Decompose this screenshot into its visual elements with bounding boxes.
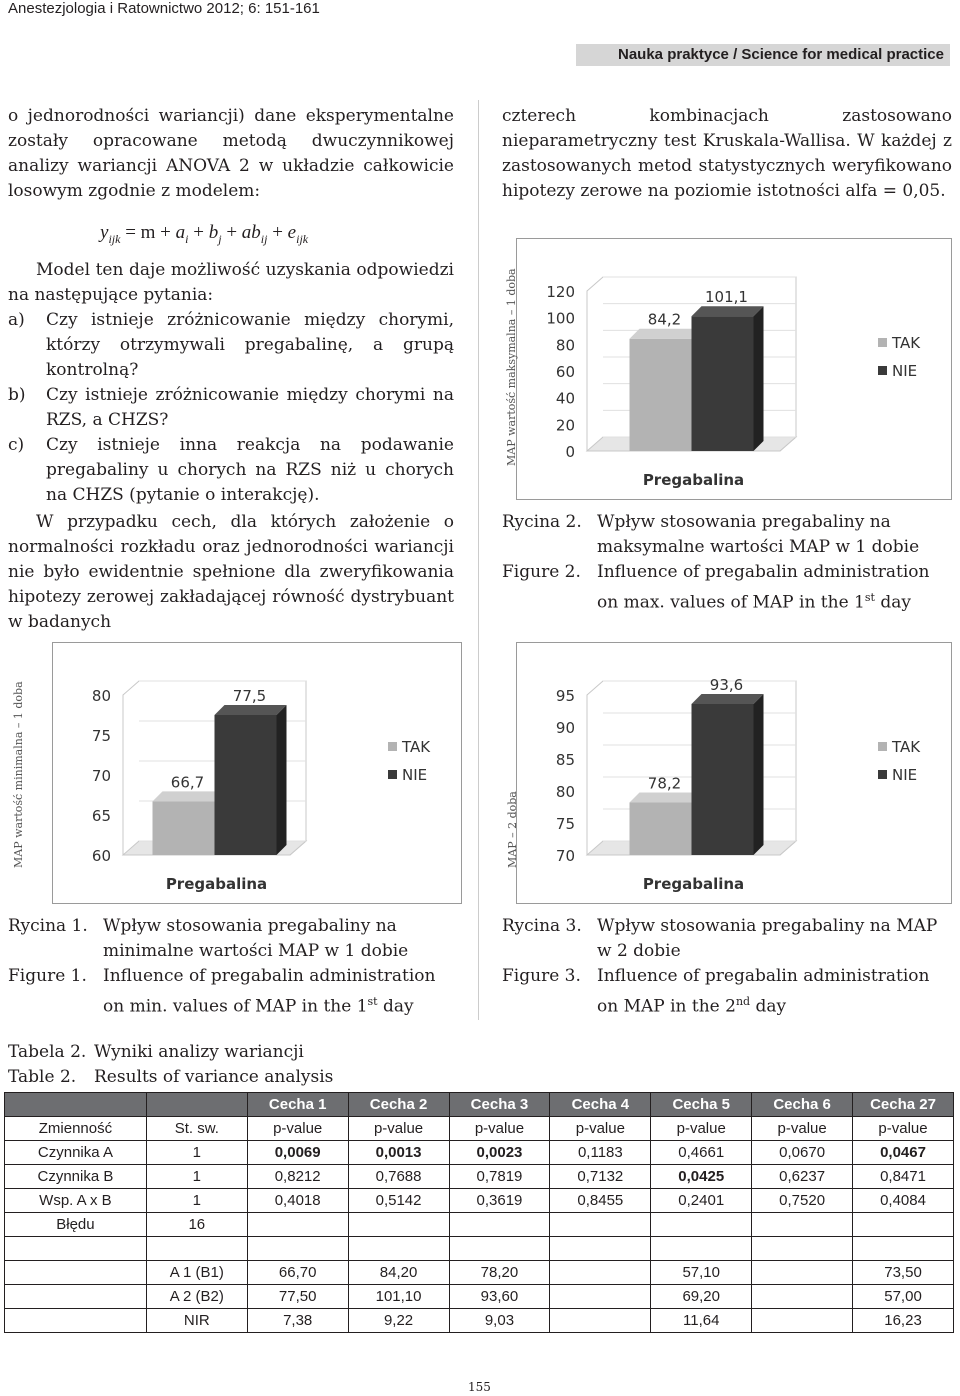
eq-b: b <box>208 222 219 243</box>
column-divider <box>478 100 479 1020</box>
eq-y: y <box>100 222 109 243</box>
y-tick-label: 40 <box>555 389 575 408</box>
table-cell: 0,4018 <box>247 1189 348 1213</box>
table-cell: 0,0670 <box>752 1141 853 1165</box>
chart-svg <box>53 643 460 902</box>
y-tick-label: 80 <box>555 336 575 355</box>
table-cell: Czynnika A <box>5 1141 147 1165</box>
y-tick-label: 80 <box>555 783 575 801</box>
question-text: Czy istnieje inna reakcja na podawanie pregabaliny u chorych na RZS niż u chorych na CHZS (pytanie o interakcję). <box>46 435 454 505</box>
table-cell <box>5 1261 147 1285</box>
caption-sup: st <box>367 995 378 1008</box>
caption-label: Tabela 2. <box>8 1042 87 1062</box>
caption-label: Figure 1. <box>8 966 87 986</box>
legend-swatch <box>388 770 397 779</box>
question-item <box>8 433 454 508</box>
table-cell: Cecha 2 <box>348 1093 449 1117</box>
legend-swatch <box>388 742 397 751</box>
chart-figure-2 <box>516 238 952 500</box>
table-cell: Wsp. A x B <box>5 1189 147 1213</box>
caption-end: day <box>874 592 911 613</box>
table-cell: 0,7520 <box>752 1189 853 1213</box>
table-cell: 9,22 <box>348 1309 449 1333</box>
eq-a: a <box>175 222 186 243</box>
table-cell <box>752 1237 853 1261</box>
table-cell: 16,23 <box>853 1309 954 1333</box>
chart-figure-3 <box>516 642 952 904</box>
bar <box>692 704 754 855</box>
table-cell: Cecha 4 <box>550 1093 651 1117</box>
bar <box>153 801 215 855</box>
question-mark: c) <box>8 435 25 455</box>
y-tick-label: 70 <box>91 767 111 785</box>
legend-label: NIE <box>892 362 918 380</box>
caption-text: Wpływ stosowania pregabaliny na maksymalne wartości MAP w 1 dobie <box>597 512 920 557</box>
table-cell: Cecha 5 <box>651 1093 752 1117</box>
y-tick-label: 0 <box>565 443 575 461</box>
table-cell <box>247 1213 348 1237</box>
paragraph-text: o jednorodności wariancji) dane eksperymentalne zostały opracowane metodą dwuczynnikowej analizy wariancji ANOVA 2 w układzie całkowicie losowym zgodnie z modelem: <box>8 106 454 201</box>
y-tick-label: 85 <box>555 751 575 769</box>
question-mark: b) <box>8 385 26 405</box>
table-cell: 0,4084 <box>853 1189 954 1213</box>
question-item <box>8 383 454 433</box>
bar-top <box>153 791 225 801</box>
y-tick-label: 65 <box>91 807 111 825</box>
caption-figure-3 <box>502 914 952 1020</box>
table-cell: 0,4661 <box>651 1141 752 1165</box>
table-cell <box>550 1237 651 1261</box>
table-cell: 0,7819 <box>449 1165 550 1189</box>
legend-label: NIE <box>892 766 918 784</box>
table-cell: 57,00 <box>853 1285 954 1309</box>
table-cell <box>853 1237 954 1261</box>
bar <box>630 339 692 451</box>
table-cell: 1 <box>146 1165 247 1189</box>
chart-svg <box>517 239 950 498</box>
x-axis-label: Pregabalina <box>165 875 268 893</box>
table-cell: 57,10 <box>651 1261 752 1285</box>
table-cell: Zmienność <box>5 1117 147 1141</box>
y-tick-label: 95 <box>555 687 575 705</box>
legend-swatch <box>878 366 887 375</box>
left-paragraph-2 <box>8 258 454 508</box>
eq-e: e <box>287 222 297 243</box>
bar <box>692 316 754 451</box>
legend-label: TAK <box>892 334 921 352</box>
bar-top <box>630 793 702 803</box>
caption-figure-1 <box>8 914 454 1020</box>
table-cell: 77,50 <box>247 1285 348 1309</box>
bar-top <box>692 694 764 704</box>
y-tick-label: 100 <box>546 309 575 328</box>
table-cell: 0,8455 <box>550 1189 651 1213</box>
data-label: 78,2 <box>647 774 682 793</box>
legend-label: TAK <box>402 738 431 756</box>
data-label: 77,5 <box>232 687 267 705</box>
caption-end: day <box>750 996 787 1017</box>
caption-label: Table 2. <box>8 1067 77 1087</box>
table-cell: 0,0069 <box>247 1141 348 1165</box>
table-cell: 73,50 <box>853 1261 954 1285</box>
table-cell <box>449 1213 550 1237</box>
table-cell <box>146 1093 247 1117</box>
table-cell <box>5 1093 147 1117</box>
eq-e-sub: ijk <box>296 231 309 246</box>
caption-sup: st <box>864 591 875 604</box>
caption-text <box>103 964 454 1020</box>
y-tick-label: 80 <box>91 687 111 705</box>
table-cell <box>752 1285 853 1309</box>
caption-text: Results of variance analysis <box>94 1067 334 1087</box>
table-cell <box>348 1237 449 1261</box>
table-cell: 7,38 <box>247 1309 348 1333</box>
left-paragraph-1 <box>8 104 454 204</box>
table-cell: 0,7132 <box>550 1165 651 1189</box>
legend-swatch <box>878 338 887 347</box>
table-row <box>5 1261 954 1285</box>
right-paragraph-1 <box>502 104 952 204</box>
question-item <box>8 308 454 383</box>
chart-figure-1 <box>52 642 462 904</box>
table-cell: A 2 (B2) <box>146 1285 247 1309</box>
table-row <box>5 1237 954 1261</box>
eq-b-sub: j <box>218 231 222 246</box>
table-cell: 0,0425 <box>651 1165 752 1189</box>
paragraph-text: W przypadku cech, dla których założenie o normalności rozkładu oraz jednorodności wariancji nie było ewidentnie spełnione dla zweryfikowania hipotezy zerowej zakładającej równość dystrybuant w badanych <box>8 512 454 632</box>
paragraph-text: Model ten daje możliwość uzyskania odpowiedzi na następujące pytania: <box>8 260 454 305</box>
table-cell: Czynnika B <box>5 1165 147 1189</box>
table-cell: 9,03 <box>449 1309 550 1333</box>
y-tick-label: 20 <box>555 416 575 435</box>
table-cell: 0,0023 <box>449 1141 550 1165</box>
table-cell: 16 <box>146 1213 247 1237</box>
table-cell <box>449 1237 550 1261</box>
table-cell: NIR <box>146 1309 247 1333</box>
table-cell: 11,64 <box>651 1309 752 1333</box>
table-cell <box>550 1213 651 1237</box>
question-list <box>8 308 454 508</box>
bar-top <box>630 329 702 339</box>
table-caption <box>8 1040 508 1090</box>
y-tick-label: 75 <box>555 815 575 833</box>
table-cell: 101,10 <box>348 1285 449 1309</box>
table-cell: Cecha 27 <box>853 1093 954 1117</box>
table-row <box>5 1189 954 1213</box>
table-cell: p-value <box>651 1117 752 1141</box>
chart-svg <box>517 643 950 902</box>
legend-label: NIE <box>402 766 428 784</box>
table-header-row <box>5 1093 954 1117</box>
eq-ab-sub: ij <box>260 231 268 246</box>
table-cell: 93,60 <box>449 1285 550 1309</box>
table-cell: 0,8212 <box>247 1165 348 1189</box>
bar-side <box>277 705 287 855</box>
table-cell: A 1 (B1) <box>146 1261 247 1285</box>
table-cell: St. sw. <box>146 1117 247 1141</box>
table-cell: 0,8471 <box>853 1165 954 1189</box>
bar-side <box>754 306 764 451</box>
model-equation <box>100 222 308 247</box>
table-cell: Błędu <box>5 1213 147 1237</box>
caption-figure-2 <box>502 510 952 616</box>
x-axis-label: Pregabalina <box>642 875 745 893</box>
table-cell: 0,2401 <box>651 1189 752 1213</box>
question-mark: a) <box>8 310 25 330</box>
table-row <box>5 1309 954 1333</box>
bar <box>215 715 277 855</box>
eq-y-sub: ijk <box>108 231 121 246</box>
table-cell: 1 <box>146 1141 247 1165</box>
table-cell: 69,20 <box>651 1285 752 1309</box>
y-axis-label: MAP – 2 doba <box>506 791 519 868</box>
table-cell: 78,20 <box>449 1261 550 1285</box>
page-number: 155 <box>468 1380 491 1394</box>
table-row <box>5 1165 954 1189</box>
eq-a-sub: i <box>185 231 189 246</box>
legend-swatch <box>878 742 887 751</box>
table-cell: 0,1183 <box>550 1141 651 1165</box>
eq-plus: + <box>193 222 204 243</box>
y-tick-label: 75 <box>91 727 111 745</box>
table-cell: Cecha 3 <box>449 1093 550 1117</box>
caption-text <box>597 964 952 1020</box>
table-cell: p-value <box>348 1117 449 1141</box>
y-axis-label: MAP wartość minimalna – 1 doba <box>12 681 25 868</box>
data-label: 66,7 <box>170 773 205 792</box>
table-cell: 0,5142 <box>348 1189 449 1213</box>
table-cell: 0,0467 <box>853 1141 954 1165</box>
eq-plus: + <box>272 222 283 243</box>
left-paragraph-3 <box>8 510 454 635</box>
caption-label: Figure 3. <box>502 966 581 986</box>
table-cell <box>550 1309 651 1333</box>
y-tick-label: 120 <box>546 283 575 301</box>
table-row <box>5 1117 954 1141</box>
results-table <box>4 1092 954 1333</box>
table-row <box>5 1213 954 1237</box>
data-label: 93,6 <box>709 675 744 694</box>
table-cell <box>651 1213 752 1237</box>
table-cell: Cecha 1 <box>247 1093 348 1117</box>
table-cell: 0,7688 <box>348 1165 449 1189</box>
bar-top <box>692 306 764 316</box>
table-cell <box>5 1237 147 1261</box>
table-cell <box>550 1261 651 1285</box>
table-cell: p-value <box>247 1117 348 1141</box>
journal-citation: Anestezjologia i Ratownictwo 2012; 6: 151-161 <box>8 0 320 17</box>
caption-sup: nd <box>735 995 751 1008</box>
eq-ab: ab <box>241 222 261 243</box>
table-cell: 0,0013 <box>348 1141 449 1165</box>
y-tick-label: 60 <box>91 847 111 865</box>
table-cell <box>247 1237 348 1261</box>
bar-side <box>754 694 764 855</box>
table-cell: 84,20 <box>348 1261 449 1285</box>
table-cell: 1 <box>146 1189 247 1213</box>
table-row <box>5 1285 954 1309</box>
y-axis-label: MAP wartość maksymalna – 1 doba <box>505 268 518 466</box>
y-tick-label: 70 <box>555 847 575 865</box>
table-cell <box>146 1237 247 1261</box>
caption-text: Wyniki analizy wariancji <box>94 1042 304 1062</box>
table-cell: p-value <box>853 1117 954 1141</box>
table-cell: p-value <box>752 1117 853 1141</box>
paragraph-text: czterech kombinacjach zastosowano nieparametryczny test Kruskala-Wallisa. W każdej z zastosowanych metod statystycznych weryfikowano hipotezy zerowe na poziomie istotności alfa = 0,05. <box>502 106 952 201</box>
table-cell <box>5 1309 147 1333</box>
caption-en: Influence of pregabalin administration on MAP in the 2 <box>597 966 930 1017</box>
table-cell: 0,3619 <box>449 1189 550 1213</box>
caption-text: Wpływ stosowania pregabaliny na minimalne wartości MAP w 1 dobie <box>103 916 409 961</box>
bar-top <box>215 705 287 715</box>
table-cell <box>752 1213 853 1237</box>
caption-end: day <box>377 996 414 1017</box>
eq-plus: + <box>226 222 238 243</box>
table-cell <box>550 1285 651 1309</box>
table-cell <box>651 1237 752 1261</box>
caption-en: Influence of pregabalin administration on max. values of MAP in the 1 <box>597 562 930 613</box>
data-label: 101,1 <box>705 288 748 307</box>
question-text: Czy istnieje zróżnicowanie między chorymi na RZS, a CHZS? <box>46 385 454 430</box>
y-tick-label: 60 <box>555 363 575 381</box>
eq-equals: = m + <box>125 222 171 243</box>
caption-label: Figure 2. <box>502 562 581 582</box>
table-cell: Cecha 6 <box>752 1093 853 1117</box>
caption-en: Influence of pregabalin administration on min. values of MAP in the 1 <box>103 966 436 1017</box>
table-cell <box>853 1213 954 1237</box>
legend-swatch <box>878 770 887 779</box>
legend-label: TAK <box>892 738 921 756</box>
caption-label: Rycina 3. <box>502 916 582 936</box>
table-cell: p-value <box>449 1117 550 1141</box>
table-cell <box>348 1213 449 1237</box>
caption-text <box>597 560 952 616</box>
x-axis-label: Pregabalina <box>642 471 745 489</box>
caption-label: Rycina 2. <box>502 512 582 532</box>
table-row <box>5 1141 954 1165</box>
table-cell: 0,6237 <box>752 1165 853 1189</box>
table-cell <box>5 1285 147 1309</box>
question-text: Czy istnieje zróżnicowanie między chorymi, którzy otrzymywali pregabalinę, a grupą kontrolną? <box>46 310 454 380</box>
caption-label: Rycina 1. <box>8 916 88 936</box>
y-tick-label: 90 <box>555 719 575 737</box>
section-banner: Nauka praktyce / Science for medical practice <box>576 44 950 66</box>
bar <box>630 803 692 855</box>
table-cell <box>752 1309 853 1333</box>
caption-text: Wpływ stosowania pregabaliny na MAP w 2 dobie <box>597 916 938 961</box>
table-cell: 66,70 <box>247 1261 348 1285</box>
table-cell: p-value <box>550 1117 651 1141</box>
table-cell <box>752 1261 853 1285</box>
data-label: 84,2 <box>647 310 682 329</box>
